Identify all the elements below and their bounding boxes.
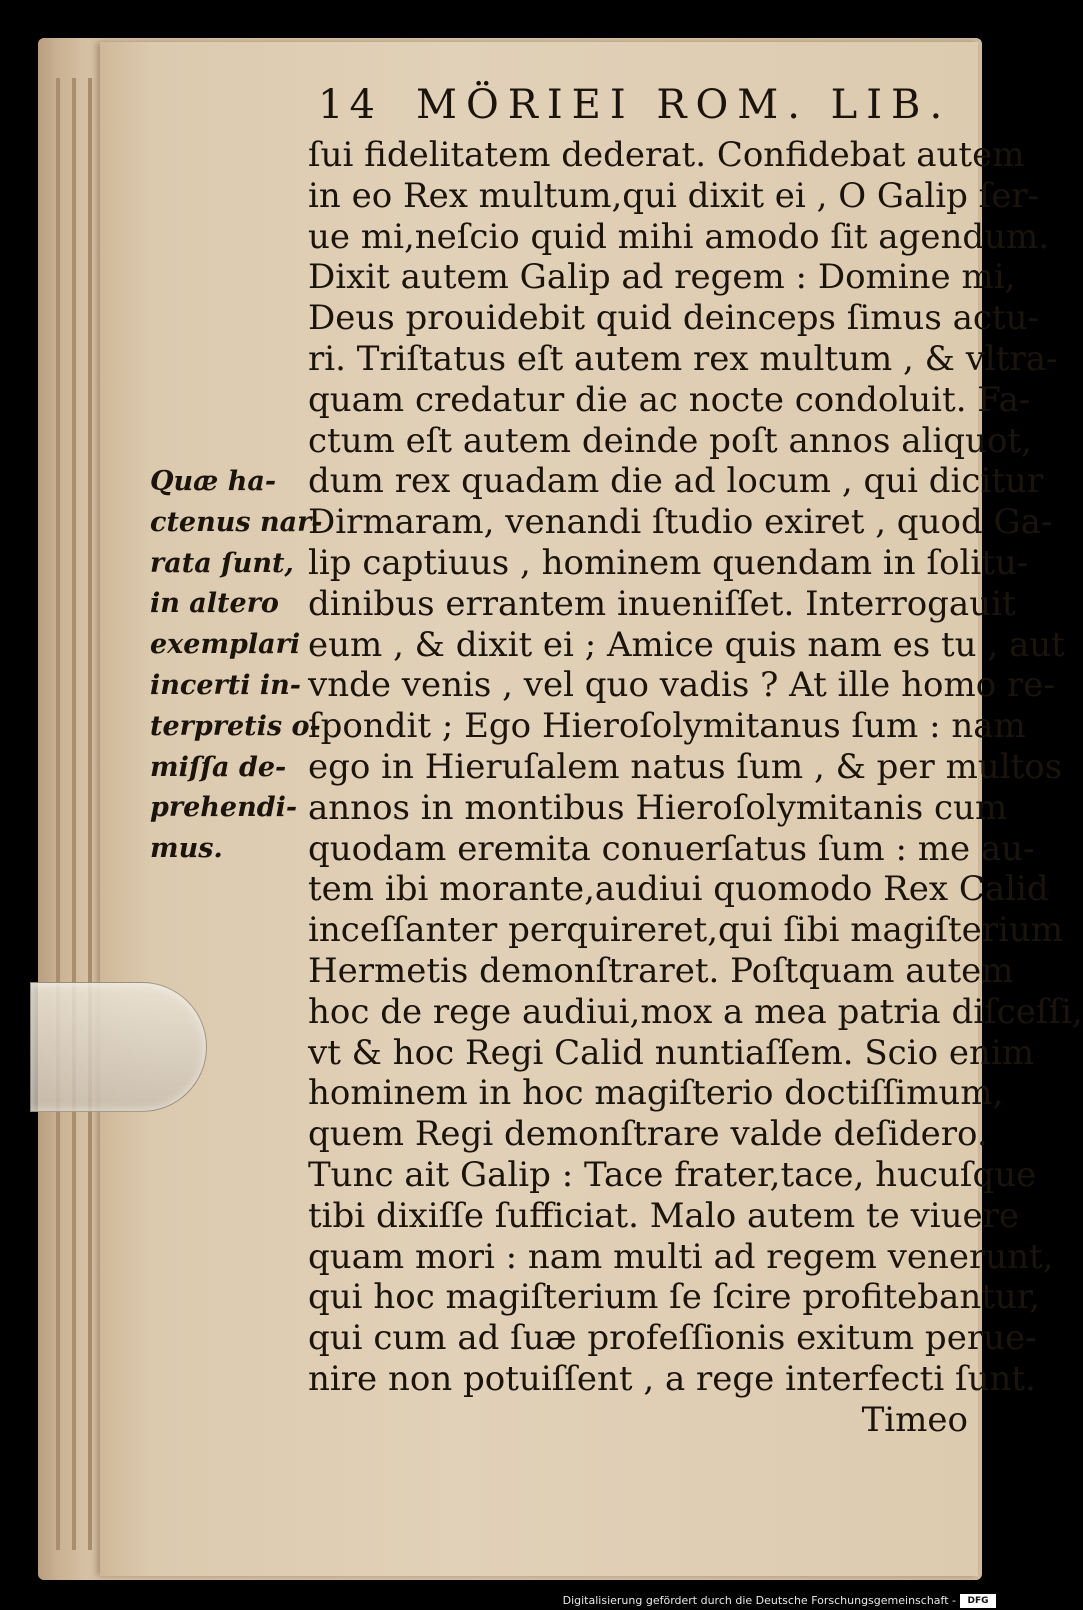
margin-line: ctenus nar- bbox=[150, 506, 323, 538]
text-line: quam mori : nam multi ad regem venerunt, bbox=[308, 1236, 1054, 1277]
page-edge bbox=[72, 78, 76, 1550]
text-line: lip captiuus , hominem quendam in ſolitu- bbox=[308, 542, 1029, 583]
margin-line: prehendi- bbox=[150, 792, 298, 824]
text-line: annos in montibus Hieroſolymitanis cum bbox=[308, 787, 1008, 828]
text-line: vnde venis , vel quo vadis ? At ille homo re- bbox=[308, 665, 1055, 706]
text-line: eum , & dixit ei ; Amice quis nam es tu , aut bbox=[308, 624, 1065, 665]
text-line: hoc de rege audiui,mox a mea patria diſceſſi, bbox=[308, 991, 1083, 1032]
margin-line: in altero bbox=[150, 588, 279, 620]
text-line: ri. Triſtatus eſt autem rex multum , & vltra- bbox=[308, 338, 1058, 379]
text-line: Dixit autem Galip ad regem : Domine mi, bbox=[308, 257, 1016, 298]
text-line: inceſſanter perquireret,qui ſibi magiſterium bbox=[308, 910, 1064, 951]
marginal-note bbox=[150, 462, 323, 870]
text-line: ſpondit ; Ego Hieroſolymitanus ſum : nam bbox=[308, 706, 1026, 747]
text-line: ue mi,neſcio quid mihi amodo ſit agendum. bbox=[308, 216, 1050, 257]
text-line: quam credatur die ac nocte condoluit. Fa- bbox=[308, 379, 1031, 420]
text-line: dum rex quadam die ad locum , qui dicitur bbox=[308, 461, 1044, 502]
text-line: ſui fidelitatem dederat. Confidebat autem bbox=[308, 135, 1025, 175]
plastic-page-clip bbox=[30, 982, 207, 1112]
margin-line: rata ſunt, bbox=[150, 547, 294, 579]
text-line: Deus prouidebit quid deinceps ſimus actu- bbox=[308, 298, 1039, 339]
margin-line: exemplari bbox=[150, 629, 301, 661]
text-line: dinibus errantem inueniſſet. Interrogauit bbox=[308, 583, 1016, 624]
text-line: Hermetis demonſtraret. Poſtquam autem bbox=[308, 950, 1014, 991]
margin-line: miſſa de- bbox=[150, 751, 287, 783]
text-line: tibi dixiſſe ſufficiat. Malo autem te viuere bbox=[308, 1195, 1020, 1236]
page-number: 14 bbox=[318, 82, 381, 128]
digitization-footer bbox=[0, 1590, 1000, 1610]
dfg-logo: DFG bbox=[960, 1594, 996, 1608]
margin-line: Quæ ha- bbox=[150, 466, 277, 497]
page-edge bbox=[56, 78, 60, 1550]
text-line: ego in Hieruſalem natus ſum , & per multos bbox=[308, 746, 1063, 787]
text-line: quem Regi demonſtrare valde deſidero. bbox=[308, 1114, 988, 1155]
text-line: Tunc ait Galip : Tace frater,tace, hucuſque bbox=[308, 1154, 1037, 1195]
text-line: qui hoc magiſterium ſe ſcire profitebantur, bbox=[308, 1277, 1041, 1318]
page-edge bbox=[88, 78, 92, 1550]
text-line: Dirmaram, venandi ſtudio exiret , quod Ga- bbox=[308, 502, 1053, 543]
running-title: MÖRIEI ROM. LIB. bbox=[416, 82, 952, 128]
margin-line: terpretis o- bbox=[150, 710, 321, 742]
text-line: qui cum ad ſuæ profeſſionis exitum perue- bbox=[308, 1318, 1037, 1359]
text-line: vt & hoc Regi Calid nuntiaſſem. Scio enim bbox=[308, 1032, 1035, 1073]
text-line: nire non potuiſſent , a rege interfecti ſunt. bbox=[308, 1358, 1036, 1399]
text-line: ctum eſt autem deinde poſt annos aliquot, bbox=[308, 420, 1032, 461]
running-header bbox=[318, 82, 968, 134]
catchword: Timeo bbox=[861, 1399, 968, 1440]
text-line: quodam eremita conuerſatus ſum : me au- bbox=[308, 828, 1035, 869]
margin-line: incerti in- bbox=[150, 669, 301, 701]
main-text-block bbox=[308, 135, 1083, 1441]
text-line: tem ibi morante,audiui quomodo Rex Calid bbox=[308, 869, 1049, 910]
text-line: in eo Rex multum,qui dixit ei , O Galip ſer- bbox=[308, 175, 1040, 216]
text-line: hominem in hoc magiſterio doctiſſimum, bbox=[308, 1073, 1004, 1114]
margin-line: mus. bbox=[150, 833, 223, 865]
funding-credit: Digitalisierung gefördert durch die Deutsche Forschungsgemeinschaft - bbox=[562, 1594, 956, 1607]
